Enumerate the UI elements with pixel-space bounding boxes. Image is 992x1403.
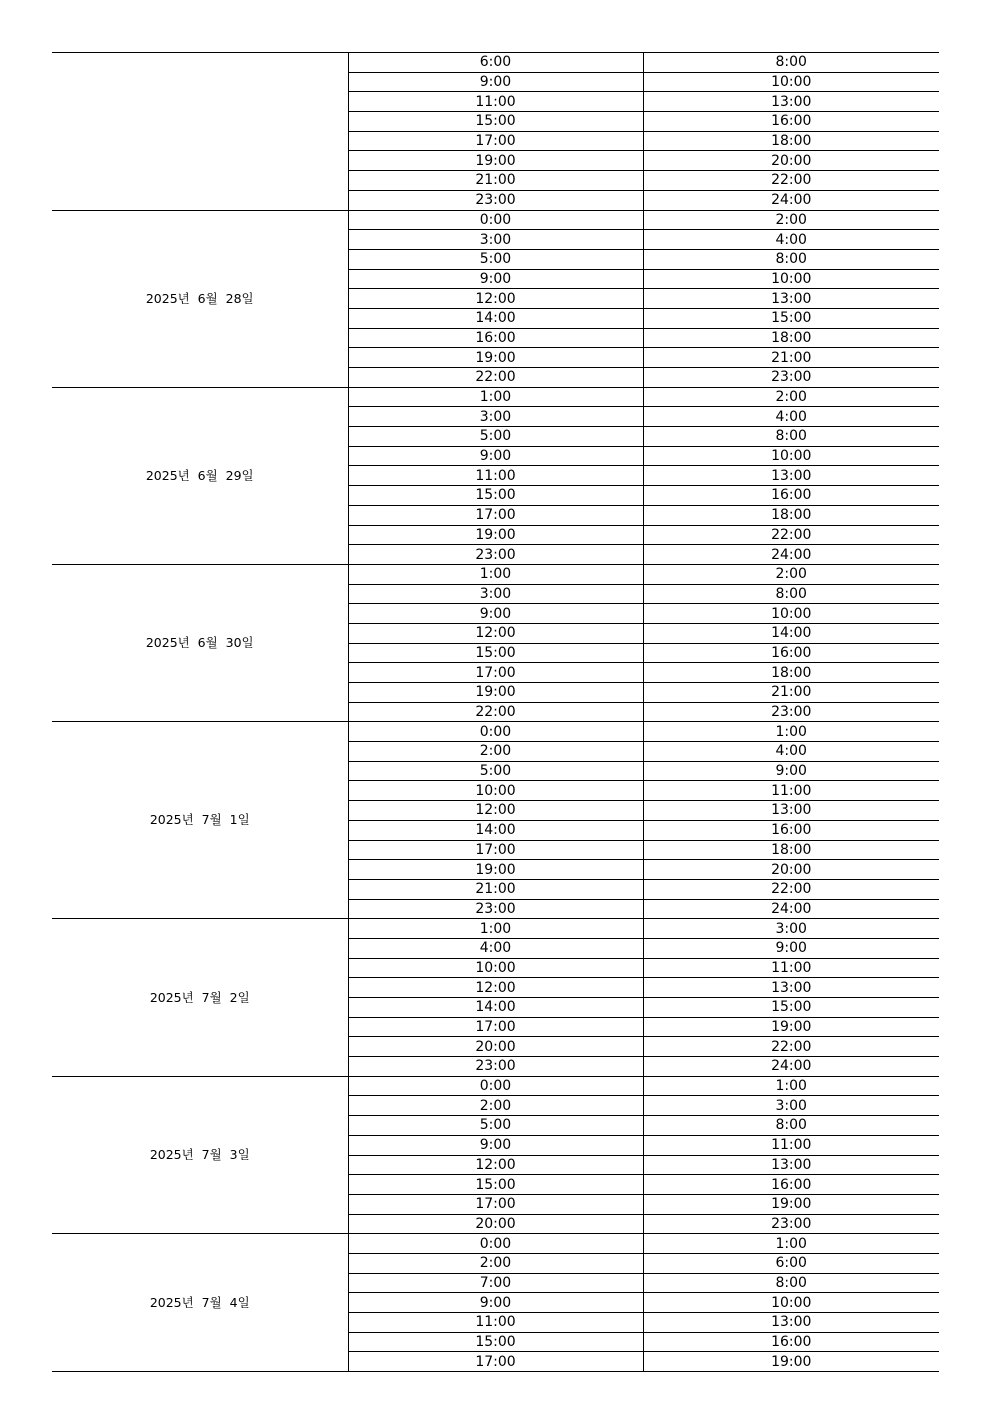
end-time-cell: 10:00 <box>643 269 939 289</box>
start-time-cell: 16:00 <box>348 328 643 348</box>
start-time-cell: 10:00 <box>348 958 643 978</box>
start-time-cell: 12:00 <box>348 1155 643 1175</box>
end-time-cell: 23:00 <box>643 702 939 722</box>
start-time-cell: 12:00 <box>348 978 643 998</box>
start-time-cell: 17:00 <box>348 663 643 683</box>
start-time-cell: 12:00 <box>348 623 643 643</box>
end-time-cell: 10:00 <box>643 72 939 92</box>
start-time-cell: 15:00 <box>348 1332 643 1352</box>
end-time-cell: 4:00 <box>643 230 939 250</box>
end-time-cell: 18:00 <box>643 840 939 860</box>
end-time-cell: 23:00 <box>643 368 939 388</box>
start-time-cell: 9:00 <box>348 72 643 92</box>
end-time-cell: 16:00 <box>643 1175 939 1195</box>
end-time-cell: 13:00 <box>643 289 939 309</box>
end-time-cell: 21:00 <box>643 348 939 368</box>
end-time-cell: 13:00 <box>643 1313 939 1333</box>
end-time-cell: 16:00 <box>643 486 939 506</box>
start-time-cell: 17:00 <box>348 840 643 860</box>
schedule-body <box>52 53 939 1372</box>
start-time-cell: 5:00 <box>348 427 643 447</box>
table-row <box>52 210 939 230</box>
end-time-cell: 13:00 <box>643 466 939 486</box>
end-time-cell: 20:00 <box>643 860 939 880</box>
date-cell: 2025년 6월 30일 <box>52 564 348 722</box>
end-time-cell: 1:00 <box>643 1234 939 1254</box>
start-time-cell: 11:00 <box>348 92 643 112</box>
start-time-cell: 17:00 <box>348 1352 643 1372</box>
start-time-cell: 3:00 <box>348 407 643 427</box>
end-time-cell: 8:00 <box>643 53 939 73</box>
end-time-cell: 13:00 <box>643 92 939 112</box>
end-time-cell: 13:00 <box>643 978 939 998</box>
start-time-cell: 5:00 <box>348 1116 643 1136</box>
end-time-cell: 22:00 <box>643 525 939 545</box>
end-time-cell: 4:00 <box>643 407 939 427</box>
start-time-cell: 10:00 <box>348 781 643 801</box>
start-time-cell: 9:00 <box>348 604 643 624</box>
start-time-cell: 17:00 <box>348 131 643 151</box>
end-time-cell: 2:00 <box>643 387 939 407</box>
date-cell: 2025년 6월 28일 <box>52 210 348 387</box>
start-time-cell: 21:00 <box>348 171 643 191</box>
table-row <box>52 919 939 939</box>
start-time-cell: 3:00 <box>348 584 643 604</box>
start-time-cell: 2:00 <box>348 742 643 762</box>
start-time-cell: 15:00 <box>348 643 643 663</box>
end-time-cell: 1:00 <box>643 1076 939 1096</box>
start-time-cell: 17:00 <box>348 1194 643 1214</box>
start-time-cell: 19:00 <box>348 683 643 703</box>
end-time-cell: 16:00 <box>643 820 939 840</box>
start-time-cell: 14:00 <box>348 308 643 328</box>
end-time-cell: 20:00 <box>643 151 939 171</box>
end-time-cell: 22:00 <box>643 879 939 899</box>
end-time-cell: 10:00 <box>643 1293 939 1313</box>
end-time-cell: 2:00 <box>643 564 939 584</box>
end-time-cell: 23:00 <box>643 1214 939 1234</box>
end-time-cell: 3:00 <box>643 1096 939 1116</box>
start-time-cell: 21:00 <box>348 879 643 899</box>
end-time-cell: 24:00 <box>643 1057 939 1077</box>
start-time-cell: 12:00 <box>348 801 643 821</box>
end-time-cell: 22:00 <box>643 1037 939 1057</box>
end-time-cell: 15:00 <box>643 998 939 1018</box>
end-time-cell: 10:00 <box>643 604 939 624</box>
date-cell <box>52 53 348 211</box>
table-row <box>52 564 939 584</box>
start-time-cell: 15:00 <box>348 486 643 506</box>
start-time-cell: 14:00 <box>348 820 643 840</box>
end-time-cell: 10:00 <box>643 446 939 466</box>
date-cell: 2025년 7월 2일 <box>52 919 348 1077</box>
date-cell: 2025년 7월 3일 <box>52 1076 348 1234</box>
start-time-cell: 1:00 <box>348 564 643 584</box>
start-time-cell: 19:00 <box>348 860 643 880</box>
start-time-cell: 12:00 <box>348 289 643 309</box>
start-time-cell: 19:00 <box>348 525 643 545</box>
end-time-cell: 3:00 <box>643 919 939 939</box>
end-time-cell: 8:00 <box>643 1116 939 1136</box>
start-time-cell: 20:00 <box>348 1214 643 1234</box>
end-time-cell: 22:00 <box>643 171 939 191</box>
end-time-cell: 2:00 <box>643 210 939 230</box>
start-time-cell: 19:00 <box>348 151 643 171</box>
end-time-cell: 19:00 <box>643 1017 939 1037</box>
date-cell: 2025년 7월 1일 <box>52 722 348 919</box>
end-time-cell: 11:00 <box>643 781 939 801</box>
start-time-cell: 23:00 <box>348 190 643 210</box>
end-time-cell: 13:00 <box>643 801 939 821</box>
start-time-cell: 9:00 <box>348 269 643 289</box>
start-time-cell: 1:00 <box>348 387 643 407</box>
date-cell: 2025년 6월 29일 <box>52 387 348 564</box>
end-time-cell: 11:00 <box>643 1135 939 1155</box>
end-time-cell: 18:00 <box>643 505 939 525</box>
table-row <box>52 53 939 73</box>
end-time-cell: 18:00 <box>643 131 939 151</box>
end-time-cell: 18:00 <box>643 328 939 348</box>
end-time-cell: 21:00 <box>643 683 939 703</box>
end-time-cell: 1:00 <box>643 722 939 742</box>
start-time-cell: 0:00 <box>348 1076 643 1096</box>
start-time-cell: 9:00 <box>348 446 643 466</box>
start-time-cell: 3:00 <box>348 230 643 250</box>
schedule-table <box>52 52 939 1372</box>
start-time-cell: 11:00 <box>348 1313 643 1333</box>
table-row <box>52 1076 939 1096</box>
end-time-cell: 24:00 <box>643 190 939 210</box>
end-time-cell: 8:00 <box>643 584 939 604</box>
end-time-cell: 18:00 <box>643 663 939 683</box>
start-time-cell: 22:00 <box>348 368 643 388</box>
start-time-cell: 20:00 <box>348 1037 643 1057</box>
date-cell: 2025년 7월 4일 <box>52 1234 348 1372</box>
table-row <box>52 722 939 742</box>
end-time-cell: 19:00 <box>643 1352 939 1372</box>
start-time-cell: 5:00 <box>348 249 643 269</box>
start-time-cell: 5:00 <box>348 761 643 781</box>
start-time-cell: 22:00 <box>348 702 643 722</box>
end-time-cell: 11:00 <box>643 958 939 978</box>
table-row <box>52 387 939 407</box>
end-time-cell: 14:00 <box>643 623 939 643</box>
start-time-cell: 23:00 <box>348 1057 643 1077</box>
start-time-cell: 0:00 <box>348 1234 643 1254</box>
end-time-cell: 4:00 <box>643 742 939 762</box>
start-time-cell: 9:00 <box>348 1293 643 1313</box>
start-time-cell: 0:00 <box>348 722 643 742</box>
end-time-cell: 8:00 <box>643 1273 939 1293</box>
end-time-cell: 19:00 <box>643 1194 939 1214</box>
start-time-cell: 9:00 <box>348 1135 643 1155</box>
end-time-cell: 9:00 <box>643 761 939 781</box>
start-time-cell: 23:00 <box>348 899 643 919</box>
end-time-cell: 16:00 <box>643 112 939 132</box>
start-time-cell: 1:00 <box>348 919 643 939</box>
start-time-cell: 15:00 <box>348 112 643 132</box>
end-time-cell: 15:00 <box>643 308 939 328</box>
end-time-cell: 24:00 <box>643 899 939 919</box>
end-time-cell: 6:00 <box>643 1253 939 1273</box>
start-time-cell: 15:00 <box>348 1175 643 1195</box>
start-time-cell: 4:00 <box>348 938 643 958</box>
start-time-cell: 6:00 <box>348 53 643 73</box>
start-time-cell: 2:00 <box>348 1096 643 1116</box>
end-time-cell: 8:00 <box>643 427 939 447</box>
start-time-cell: 17:00 <box>348 505 643 525</box>
end-time-cell: 24:00 <box>643 545 939 565</box>
start-time-cell: 19:00 <box>348 348 643 368</box>
start-time-cell: 0:00 <box>348 210 643 230</box>
start-time-cell: 14:00 <box>348 998 643 1018</box>
start-time-cell: 2:00 <box>348 1253 643 1273</box>
start-time-cell: 7:00 <box>348 1273 643 1293</box>
table-row <box>52 1234 939 1254</box>
end-time-cell: 13:00 <box>643 1155 939 1175</box>
start-time-cell: 23:00 <box>348 545 643 565</box>
end-time-cell: 16:00 <box>643 643 939 663</box>
start-time-cell: 11:00 <box>348 466 643 486</box>
end-time-cell: 8:00 <box>643 249 939 269</box>
end-time-cell: 16:00 <box>643 1332 939 1352</box>
end-time-cell: 9:00 <box>643 938 939 958</box>
start-time-cell: 17:00 <box>348 1017 643 1037</box>
